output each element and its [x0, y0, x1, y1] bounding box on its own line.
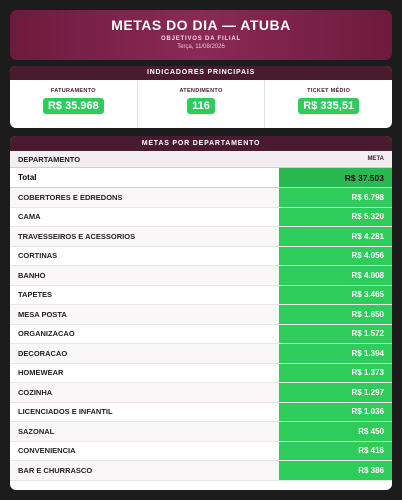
kpi-faturamento — [10, 80, 138, 128]
kpi-atendimento — [138, 80, 266, 128]
table-row — [10, 247, 392, 267]
department-name: MESA POSTA — [10, 305, 279, 324]
total-row — [10, 168, 392, 188]
department-meta-value: R$ 4.281 — [279, 227, 392, 246]
kpi-panel — [10, 66, 392, 128]
column-header-meta: META — [367, 156, 384, 162]
department-name: DECORACAO — [10, 344, 279, 363]
department-meta-value: R$ 1.394 — [279, 344, 392, 363]
table-row — [10, 188, 392, 208]
table-row — [10, 208, 392, 228]
department-name: BANHO — [10, 266, 279, 285]
department-meta-value: R$ 1.373 — [279, 364, 392, 383]
department-name: CONVENIENCIA — [18, 446, 76, 456]
table-row — [10, 227, 392, 247]
table-header — [10, 151, 392, 168]
table-row — [10, 461, 392, 481]
page-header — [10, 10, 392, 60]
department-meta-value: R$ 4.056 — [279, 247, 392, 266]
department-meta-value: R$ 1.572 — [279, 325, 392, 344]
department-name: LICENCIADOS E INFANTIL — [18, 407, 113, 417]
department-table-body — [10, 168, 392, 481]
page-date: Terça, 11/08/2026 — [177, 44, 225, 50]
department-meta-value: R$ 450 — [279, 422, 392, 441]
table-row — [10, 325, 392, 345]
total-value: R$ 37.503 — [279, 168, 392, 187]
kpi-value: 116 — [187, 98, 215, 114]
department-goals-panel — [10, 136, 392, 490]
table-row — [10, 403, 392, 423]
table-row — [10, 442, 392, 462]
page-title: METAS DO DIA — ATUBA — [111, 17, 291, 33]
department-meta-value: R$ 1.297 — [279, 383, 392, 402]
department-meta-value: R$ 1.036 — [279, 403, 392, 422]
column-header-department: DEPARTAMENTO — [18, 154, 81, 164]
kpi-value: R$ 335,51 — [298, 98, 359, 114]
kpi-ticket-medio — [265, 80, 392, 128]
table-row — [10, 305, 392, 325]
page-subtitle: OBJETIVOS DA FILIAL — [161, 36, 241, 42]
department-name: TRAVESSEIROS E ACESSORIOS — [10, 227, 279, 246]
table-row — [10, 344, 392, 364]
department-meta-value: R$ 5.320 — [279, 208, 392, 227]
table-row — [10, 266, 392, 286]
department-meta-value: R$ 416 — [279, 442, 392, 461]
department-meta-value: R$ 6.798 — [279, 188, 392, 207]
table-row — [10, 364, 392, 384]
kpi-label: FATURAMENTO — [50, 88, 96, 94]
total-label: Total — [18, 173, 37, 182]
department-section-title: METAS POR DEPARTAMENTO — [10, 136, 392, 151]
kpi-value: R$ 35.968 — [43, 98, 104, 114]
department-meta-value: R$ 386 — [279, 461, 392, 480]
kpi-label: ATENDIMENTO — [179, 88, 223, 94]
department-meta-value: R$ 3.465 — [279, 286, 392, 305]
department-name: BAR E CHURRASCO — [10, 461, 279, 480]
department-name: SAZONAL — [10, 422, 279, 441]
department-meta-value: R$ 1.650 — [279, 305, 392, 324]
table-row — [10, 286, 392, 306]
kpi-label: TICKET MÉDIO — [307, 88, 351, 94]
kpi-section-title: INDICADORES PRINCIPAIS — [10, 66, 392, 80]
table-row — [10, 422, 392, 442]
department-name: HOMEWEAR — [18, 368, 64, 378]
department-name: COBERTORES E EDREDONS — [10, 188, 279, 207]
table-row — [10, 383, 392, 403]
kpi-row — [10, 80, 392, 128]
department-name: CORTINAS — [18, 251, 58, 261]
department-name: ORGANIZACAO — [18, 329, 75, 339]
department-name: CAMA — [18, 212, 41, 222]
department-name: COZINHA — [10, 383, 279, 402]
department-name: TAPETES — [18, 290, 53, 300]
department-meta-value: R$ 4.008 — [279, 266, 392, 285]
